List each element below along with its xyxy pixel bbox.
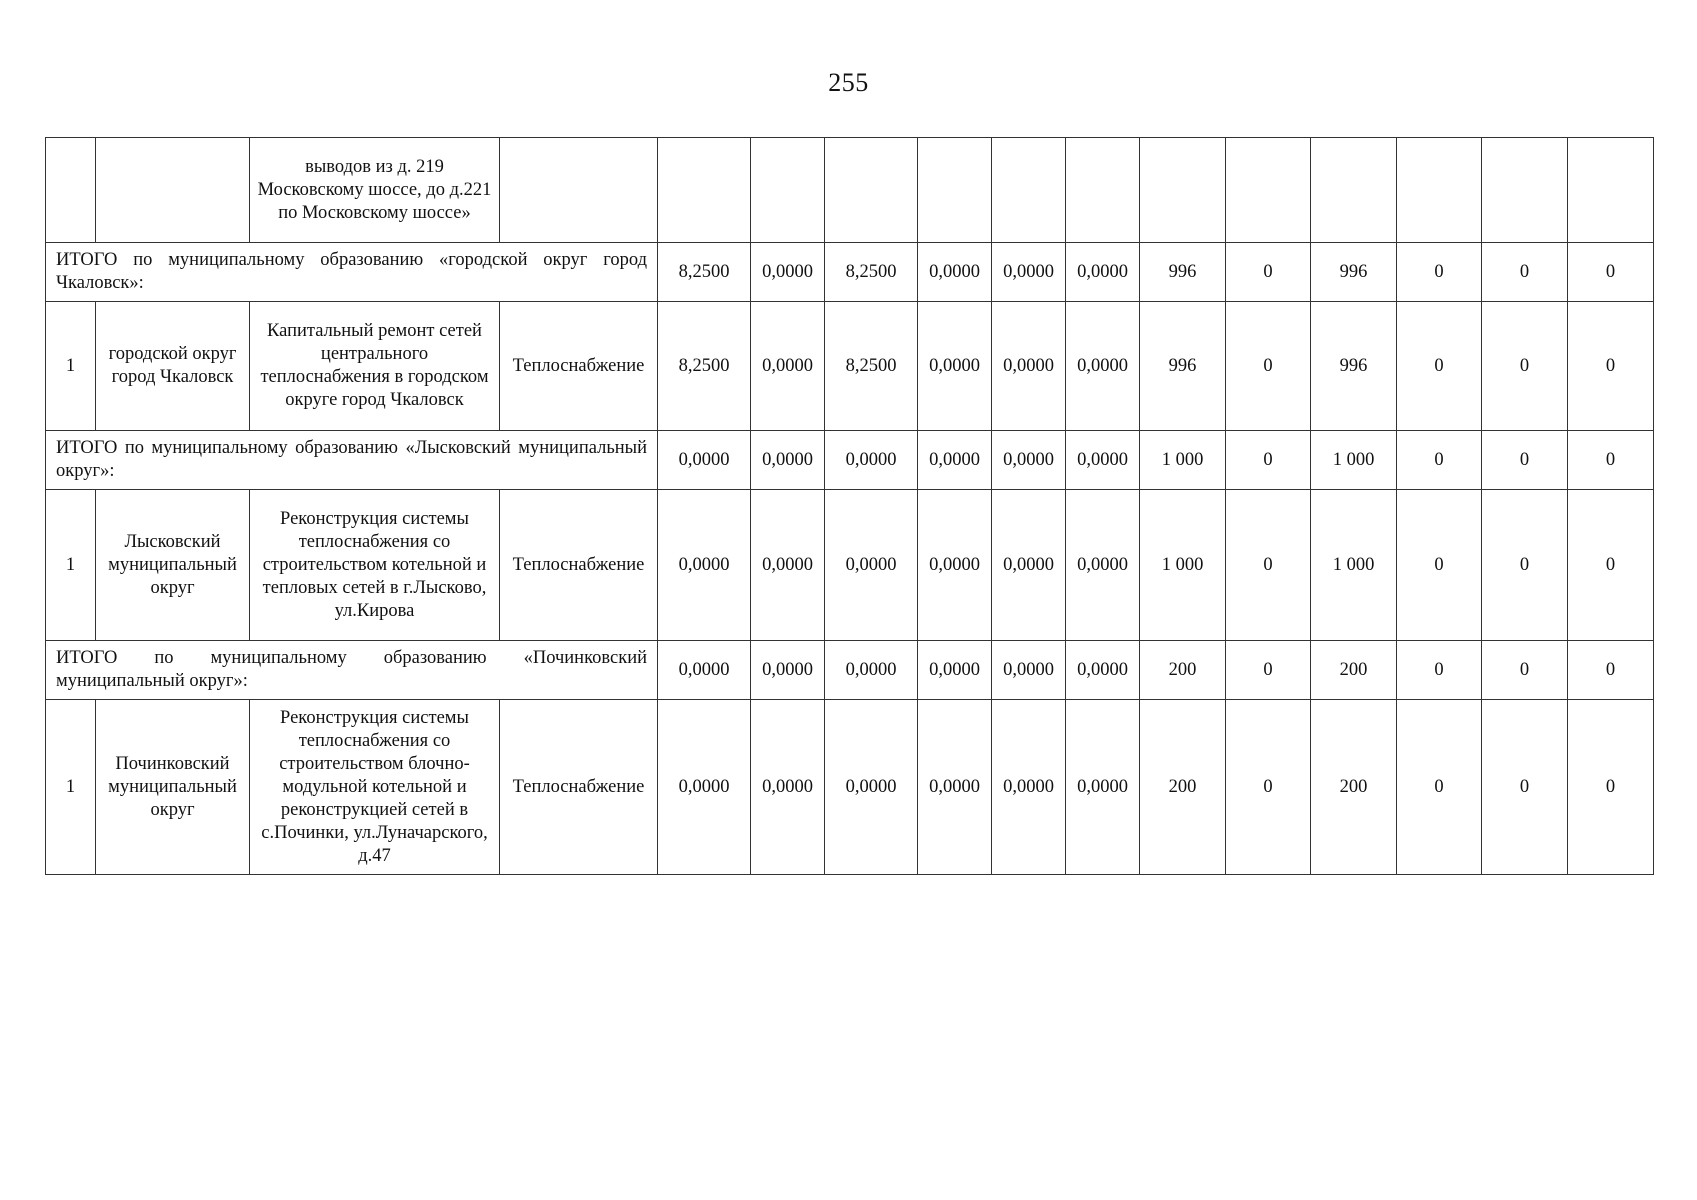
cell-value: 0,0000	[658, 700, 751, 875]
cell-value	[1482, 138, 1568, 243]
cell-value: 200	[1311, 641, 1397, 700]
cell-description: выводов из д. 219 Московскому шоссе, до д.221 по Московскому шоссе»	[250, 138, 500, 243]
cell-value: 0,0000	[918, 490, 992, 641]
cell-value: 0	[1568, 641, 1654, 700]
cell-value	[918, 138, 992, 243]
cell-municipality	[96, 138, 250, 243]
cell-category	[500, 138, 658, 243]
cell-value: 0,0000	[992, 700, 1066, 875]
cell-num: 1	[46, 700, 96, 875]
cell-value: 0,0000	[1066, 243, 1140, 302]
cell-value: 0,0000	[825, 431, 918, 490]
cell-value: 1 000	[1140, 490, 1226, 641]
cell-num: 1	[46, 490, 96, 641]
cell-value: 1 000	[1140, 431, 1226, 490]
cell-value	[1140, 138, 1226, 243]
cell-value: 8,2500	[658, 243, 751, 302]
total-label: ИТОГО по муниципальному образованию «Лысковский муниципальный округ»:	[46, 431, 658, 490]
cell-value: 0,0000	[1066, 302, 1140, 431]
investment-table	[45, 137, 1654, 875]
cell-value: 0	[1482, 490, 1568, 641]
cell-value: 0	[1397, 431, 1482, 490]
cell-value: 0,0000	[825, 490, 918, 641]
table-row-item	[46, 490, 1654, 641]
cell-value: 0,0000	[658, 490, 751, 641]
cell-value	[1226, 138, 1311, 243]
cell-value: 0	[1482, 641, 1568, 700]
cell-value: 200	[1140, 641, 1226, 700]
cell-value: 0,0000	[1066, 700, 1140, 875]
cell-value: 996	[1140, 243, 1226, 302]
cell-value: 0	[1226, 431, 1311, 490]
cell-value: 0,0000	[751, 302, 825, 431]
cell-value: 1 000	[1311, 431, 1397, 490]
table-row-total	[46, 431, 1654, 490]
table-row-continuation	[46, 138, 1654, 243]
cell-municipality: Лысковский муниципальный округ	[96, 490, 250, 641]
cell-value	[1397, 138, 1482, 243]
cell-description: Реконструкция системы теплоснабжения со строительством котельной и тепловых сетей в г.Лысково, ул.Кирова	[250, 490, 500, 641]
cell-value: 0,0000	[751, 641, 825, 700]
cell-value: 0	[1397, 490, 1482, 641]
cell-value	[992, 138, 1066, 243]
cell-value: 0,0000	[992, 431, 1066, 490]
cell-value: 0	[1568, 243, 1654, 302]
total-label: ИТОГО по муниципальному образованию «городской округ город Чкаловск»:	[46, 243, 658, 302]
cell-value: 0	[1482, 431, 1568, 490]
cell-value	[658, 138, 751, 243]
cell-value: 0,0000	[918, 302, 992, 431]
cell-value: 996	[1311, 243, 1397, 302]
cell-value: 0	[1397, 641, 1482, 700]
cell-num: 1	[46, 302, 96, 431]
cell-value: 8,2500	[825, 243, 918, 302]
cell-value: 0,0000	[918, 243, 992, 302]
cell-value: 0,0000	[1066, 490, 1140, 641]
cell-description: Реконструкция системы теплоснабжения со строительством блочно-модульной котельной и реконструкцией сетей в с.Починки, ул.Луначарского, д.47	[250, 700, 500, 875]
cell-value: 0,0000	[918, 431, 992, 490]
cell-value: 0	[1397, 302, 1482, 431]
cell-value: 0,0000	[992, 243, 1066, 302]
cell-value: 8,2500	[825, 302, 918, 431]
cell-municipality: городской округ город Чкаловск	[96, 302, 250, 431]
cell-value: 200	[1311, 700, 1397, 875]
cell-value	[751, 138, 825, 243]
cell-value: 0	[1482, 700, 1568, 875]
page-number: 255	[828, 68, 869, 97]
cell-value: 0	[1226, 490, 1311, 641]
cell-category: Теплоснабжение	[500, 700, 658, 875]
cell-value: 0	[1568, 302, 1654, 431]
total-label: ИТОГО по муниципальному образованию «Починковский муниципальный округ»:	[46, 641, 658, 700]
cell-value: 0,0000	[751, 431, 825, 490]
table-row-total	[46, 243, 1654, 302]
cell-value: 1 000	[1311, 490, 1397, 641]
cell-category: Теплоснабжение	[500, 302, 658, 431]
cell-value: 0	[1226, 243, 1311, 302]
cell-value: 8,2500	[658, 302, 751, 431]
cell-value: 0,0000	[751, 490, 825, 641]
cell-value	[1066, 138, 1140, 243]
cell-value: 0	[1568, 431, 1654, 490]
cell-value: 996	[1311, 302, 1397, 431]
table-row-item	[46, 302, 1654, 431]
cell-value: 0,0000	[751, 700, 825, 875]
cell-value: 200	[1140, 700, 1226, 875]
cell-value: 0,0000	[658, 641, 751, 700]
cell-value: 0,0000	[751, 243, 825, 302]
table-row-item	[46, 700, 1654, 875]
cell-value: 996	[1140, 302, 1226, 431]
cell-value: 0,0000	[992, 641, 1066, 700]
cell-value: 0,0000	[918, 700, 992, 875]
cell-value	[825, 138, 918, 243]
cell-value: 0	[1397, 243, 1482, 302]
cell-value: 0,0000	[1066, 641, 1140, 700]
cell-value: 0	[1226, 641, 1311, 700]
cell-value: 0,0000	[992, 302, 1066, 431]
cell-description: Капитальный ремонт сетей центрального теплоснабжения в городском округе город Чкаловск	[250, 302, 500, 431]
cell-value	[1568, 138, 1654, 243]
table-row-total	[46, 641, 1654, 700]
cell-value	[1311, 138, 1397, 243]
cell-value: 0,0000	[825, 641, 918, 700]
cell-category: Теплоснабжение	[500, 490, 658, 641]
cell-value: 0,0000	[992, 490, 1066, 641]
cell-value: 0	[1482, 243, 1568, 302]
cell-value: 0	[1226, 700, 1311, 875]
cell-value: 0	[1482, 302, 1568, 431]
cell-value: 0	[1397, 700, 1482, 875]
cell-value: 0,0000	[918, 641, 992, 700]
cell-value: 0	[1568, 490, 1654, 641]
cell-value: 0,0000	[1066, 431, 1140, 490]
cell-value: 0	[1226, 302, 1311, 431]
cell-value: 0,0000	[825, 700, 918, 875]
cell-value: 0,0000	[658, 431, 751, 490]
cell-municipality: Починковский муниципальный округ	[96, 700, 250, 875]
cell-num	[46, 138, 96, 243]
cell-value: 0	[1568, 700, 1654, 875]
